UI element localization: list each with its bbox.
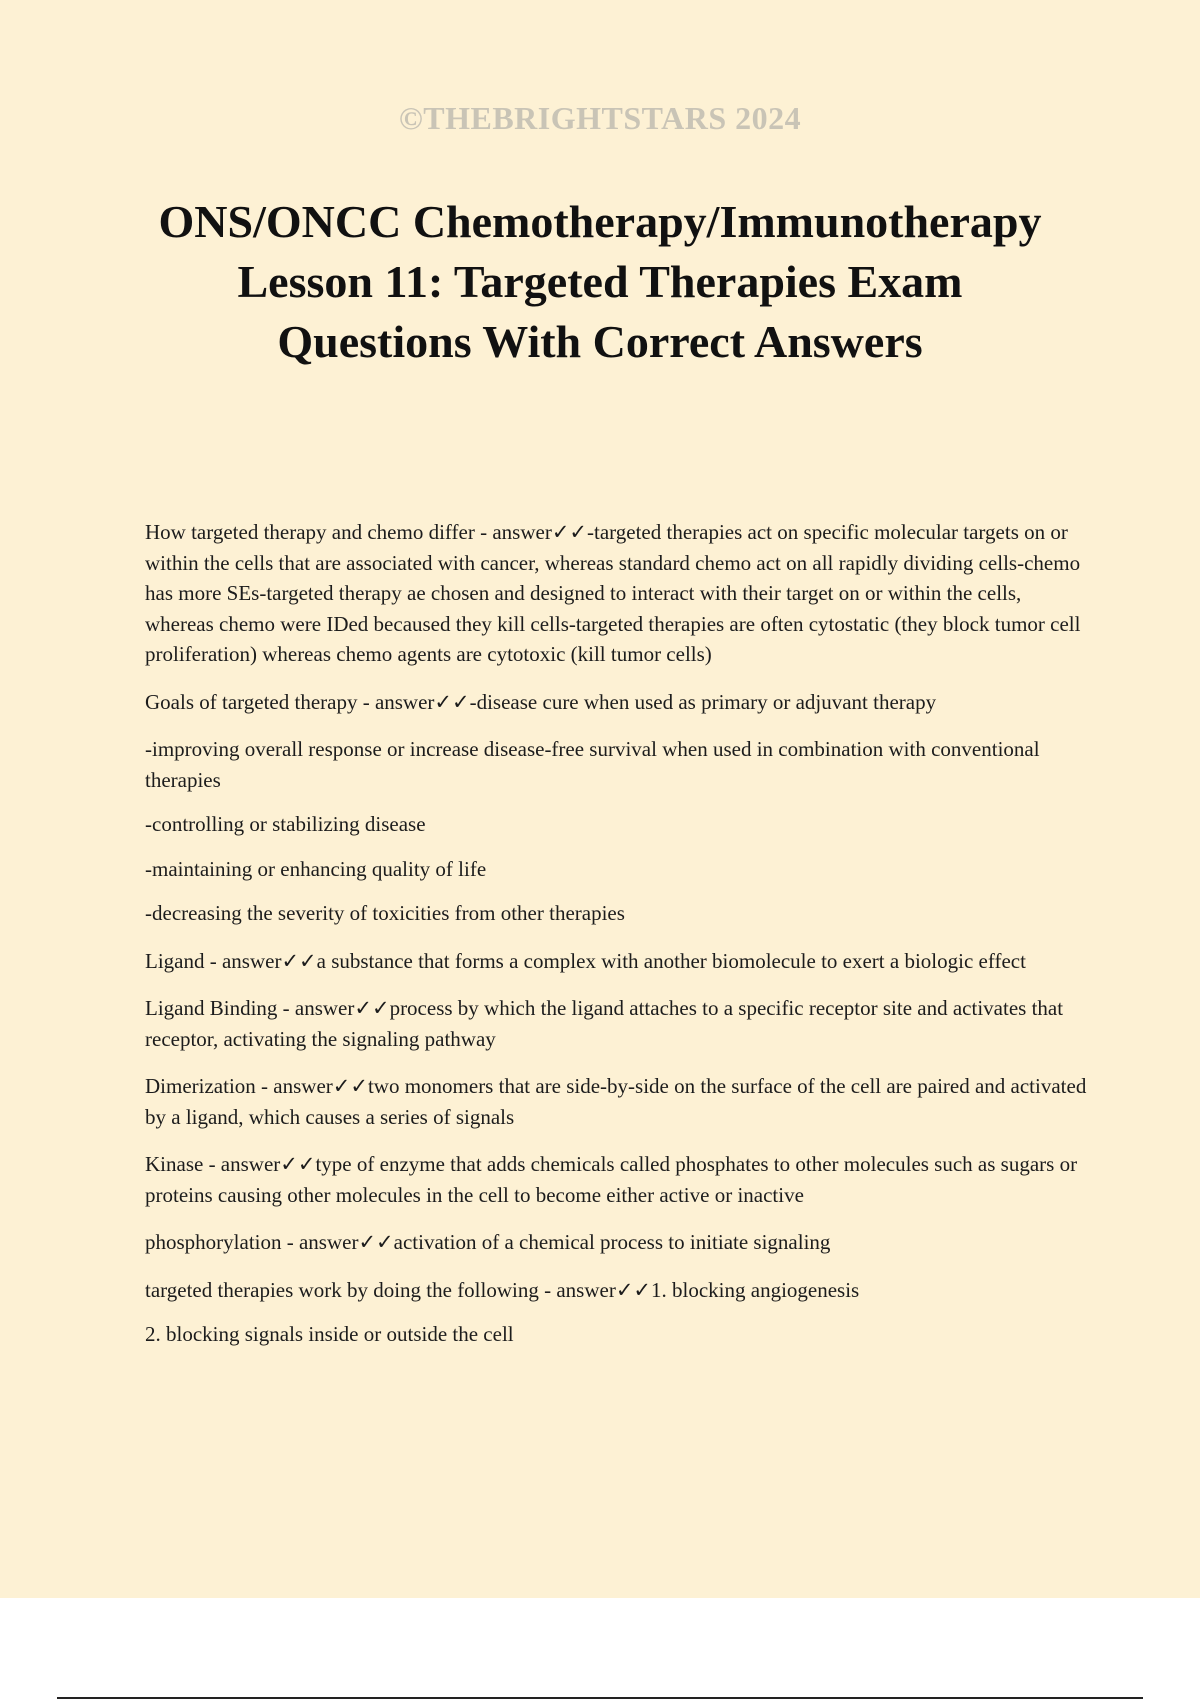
paragraph: -maintaining or enhancing quality of life <box>145 856 487 881</box>
title-line-3: Questions With Correct Answers <box>277 316 923 367</box>
paragraph: 2. blocking signals inside or outside the cell <box>145 1322 514 1346</box>
paragraph: How targeted therapy and chemo differ - answer✓✓-targeted therapies act on specific molecular targets on or within the cells that are associated with cancer, whereas standard chemo act on all rapidly dividing cells-chemo has more SEs-targeted therapy ae chosen and designed to interact with their target on or within the cells, whereas chemo were IDed becaused they kill cells-targeted therapies are often cytostatic (they block tumor cell proliferation) whereas chemo agents are cytotoxic (kill tumor cells) <box>145 520 1081 666</box>
paragraph: phosphorylation - answer✓✓activation of a chemical process to initiate signaling <box>145 1230 831 1254</box>
footer-divider <box>57 1697 1143 1699</box>
paragraph: Goals of targeted therapy - answer✓✓-disease cure when used as primary or adjuvant therapy <box>145 689 937 714</box>
title-line-2: Lesson 11: Targeted Therapies Exam <box>237 256 963 307</box>
paragraph: Ligand Binding - answer✓✓process by which the ligand attaches to a specific receptor site and activates that receptor, activating the signaling pathway <box>145 996 1064 1051</box>
document-body <box>145 517 1090 1367</box>
title-line-1: ONS/ONCC Chemotherapy/Immunotherapy <box>158 196 1042 247</box>
paragraph: -improving overall response or increase disease-free survival when used in combination with conventional therapies <box>145 737 1040 792</box>
paragraph: Kinase - answer✓✓type of enzyme that adds chemicals called phosphates to other molecules such as sugars or proteins causing other molecules in the cell to become either active or inactive <box>145 1152 1078 1207</box>
page-title <box>100 192 1100 372</box>
paragraph: -controlling or stabilizing disease <box>145 812 426 836</box>
paragraph: Dimerization - answer✓✓two monomers that are side-by-side on the surface of the cell are paired and activated by a ligand, which causes a series of signals <box>145 1074 1087 1129</box>
paragraph: targeted therapies work by doing the following - answer✓✓1. blocking angiogenesis <box>145 1277 860 1302</box>
paragraph: Ligand - answer✓✓a substance that forms a complex with another biomolecule to exert a biologic effect <box>145 948 1026 973</box>
watermark: ©THEBRIGHTSTARS 2024 <box>398 100 802 136</box>
paragraph: -decreasing the severity of toxicities from other therapies <box>145 901 625 925</box>
